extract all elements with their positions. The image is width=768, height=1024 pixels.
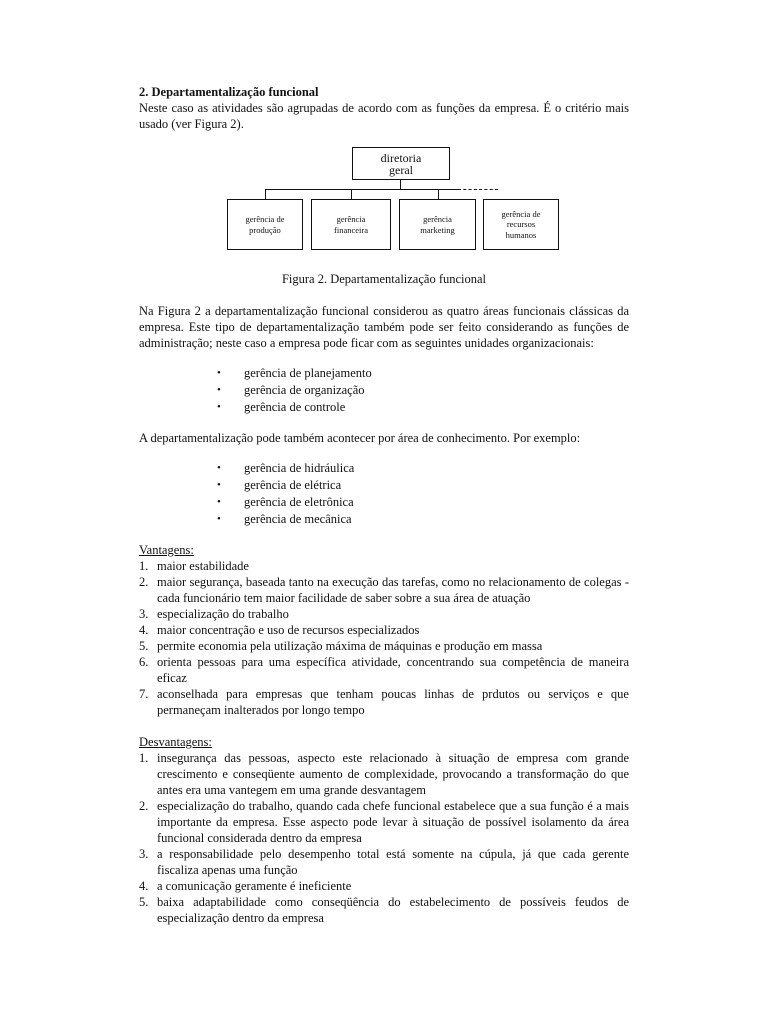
connector-drop-3: [438, 189, 439, 199]
list-item: 2. maior segurança, baseada tanto na execução das tarefas, como no relacionamento de colegas - cada funcionário tem maior facilidade de saber sobre a sua área de atuação: [139, 575, 629, 605]
vantagens-heading: Vantagens:: [139, 543, 194, 557]
bullet-list-funcoes: [139, 365, 629, 416]
list-item: 2. especialização do trabalho, quando cada chefe funcional estabelece que a sua função é a mais importante da empresa. Esse aspecto pode levar à situação de possível isolamento da área funcional considerada dentro da empresa: [139, 799, 629, 845]
org-box-producao: gerência de produção: [227, 199, 303, 250]
org-chart: [139, 147, 629, 265]
list-item: 7. aconselhada para empresas que tenham poucas linhas de prdutos ou serviços e que permaneçam inalterados por longo tempo: [139, 687, 629, 717]
connector-dashed: [458, 189, 498, 190]
connector-vertical-main: [400, 180, 401, 189]
list-item: • gerência de organização: [217, 382, 629, 399]
connector-horizontal: [265, 189, 458, 190]
bullet-list-conhecimento: [139, 460, 629, 528]
desvantagens-list: [139, 750, 629, 926]
paragraph-3: A departamentalização pode também acontecer por área de conhecimento. Por exemplo:: [139, 431, 581, 445]
list-item: 3. especialização do trabalho: [139, 607, 289, 621]
org-box-financeira: gerência financeira: [311, 199, 391, 250]
vantagens-list: [139, 558, 629, 718]
list-item: • gerência de mecânica: [217, 511, 629, 528]
desvantagens-heading: Desvantagens:: [139, 735, 212, 749]
connector-drop-1: [265, 189, 266, 199]
list-item: 5. permite economia pela utilização máxima de máquinas e produção em massa: [139, 639, 543, 653]
list-item: 5. baixa adaptabilidade como conseqüência do estabelecimento de possíveis feudos de especialização dentro da empresa: [139, 895, 629, 925]
org-box-diretoria: diretoria geral: [352, 147, 450, 180]
list-item: • gerência de elétrica: [217, 477, 629, 494]
list-item: 1. insegurança das pessoas, aspecto este relacionado à situação de empresa com grande crescimento e conseqüente aumento de complexidade, provocando a transformação do que antes era uma vantegem em uma grande desvantagem: [139, 751, 629, 797]
list-item: • gerência de controle: [217, 399, 629, 416]
org-box-recursos-humanos: gerência de recursos humanos: [483, 199, 559, 250]
section-heading: 2. Departamentalização funcional: [139, 85, 319, 99]
paragraph-2: Na Figura 2 a departamentalização funcional considerou as quatro áreas funcionais clássicas da empresa. Este tipo de departamentalização também pode ser feito considerando as funções de administração; neste caso a empresa pode ficar com as seguintes unidades organizacionais:: [139, 304, 629, 350]
document-page: [139, 84, 629, 926]
list-item: 6. orienta pessoas para uma específica atividade, concentrando sua competência de maneira eficaz: [139, 655, 629, 685]
list-item: • gerência de eletrônica: [217, 494, 629, 511]
intro-paragraph: Neste caso as atividades são agrupadas de acordo com as funções da empresa. É o critério mais usado (ver Figura 2).: [139, 101, 629, 131]
list-item: • gerência de hidráulica: [217, 460, 629, 477]
list-item: 1. maior estabilidade: [139, 559, 249, 573]
connector-drop-2: [351, 189, 352, 199]
list-item: 4. maior concentração e uso de recursos especializados: [139, 623, 420, 637]
figure-caption: Figura 2. Departamentalização funcional: [281, 272, 487, 286]
org-box-marketing: gerência marketing: [399, 199, 476, 250]
list-item: • gerência de planejamento: [217, 365, 629, 382]
list-item: 4. a comunicação geramente é ineficiente: [139, 879, 352, 893]
list-item: 3. a responsabilidade pelo desempenho total está somente na cúpula, já que cada gerente fiscaliza apenas uma função: [139, 847, 629, 877]
